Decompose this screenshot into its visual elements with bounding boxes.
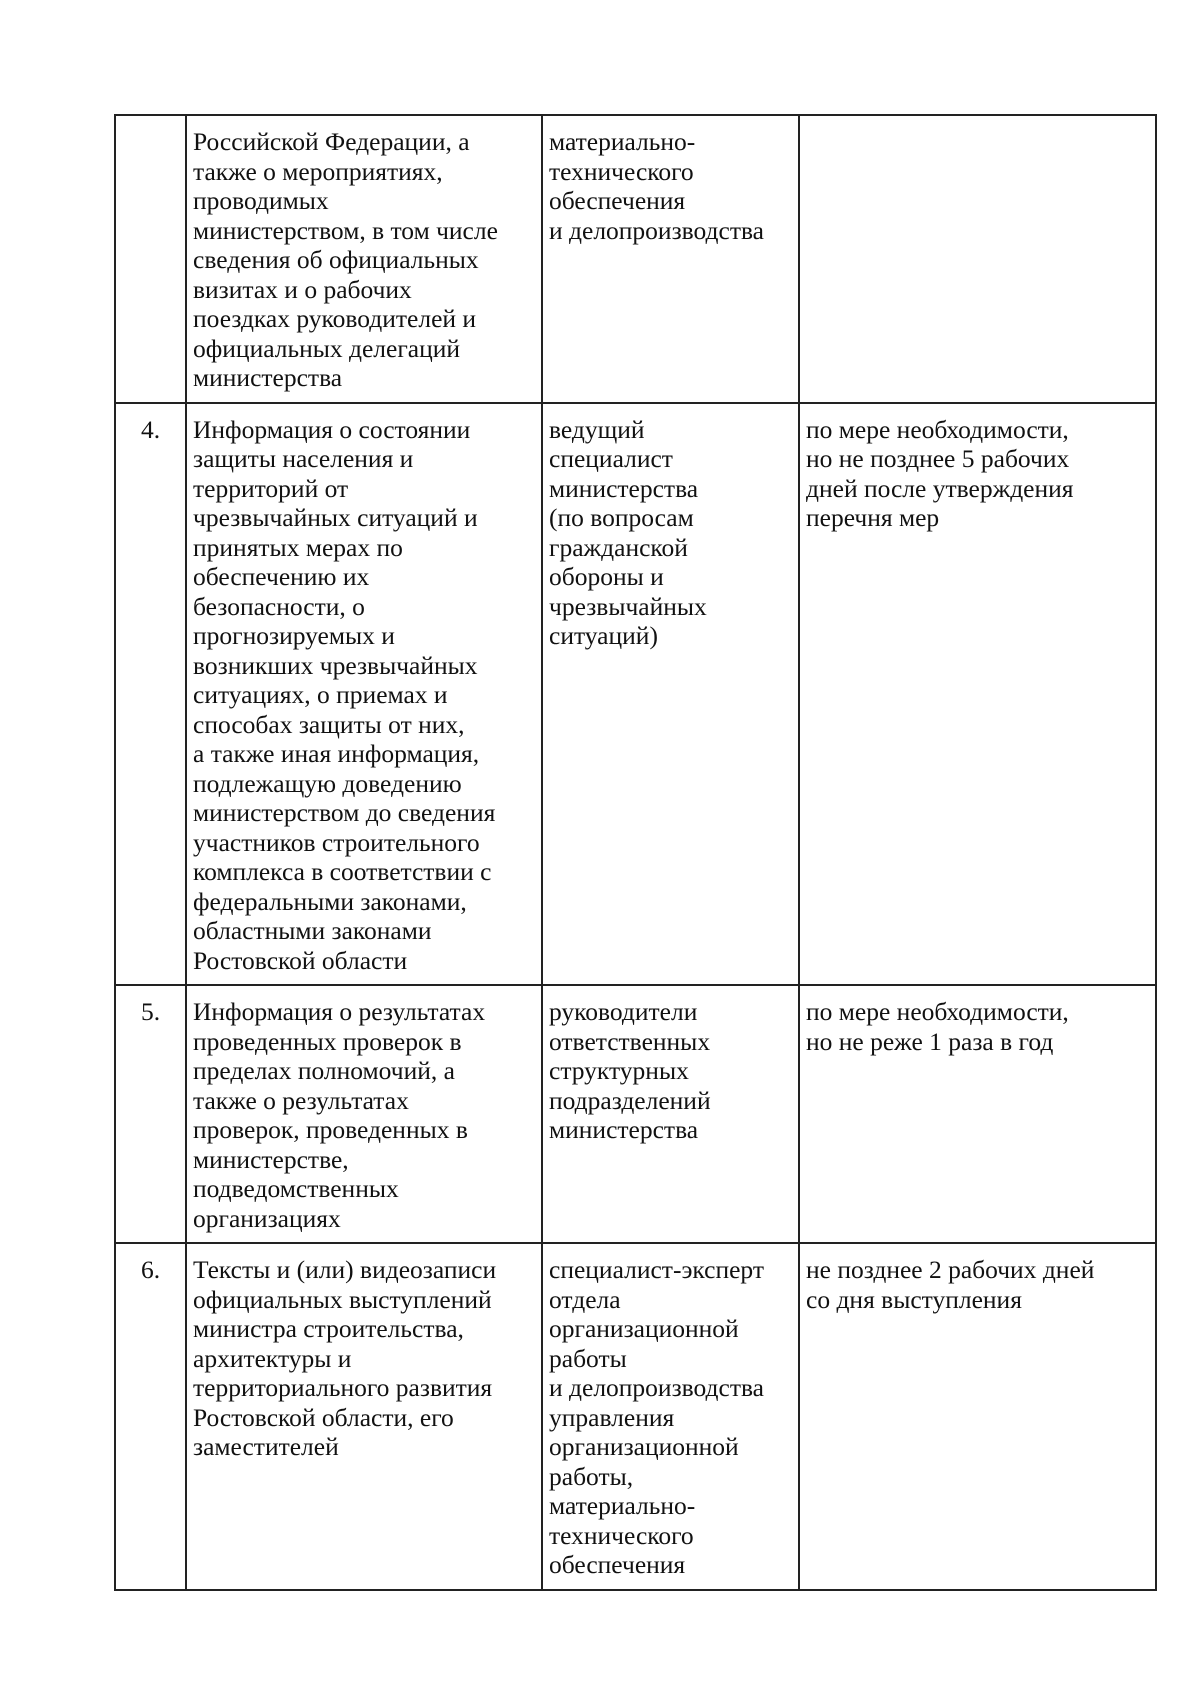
responsible-cell: специалист-эксперт отдела организационной работы и делопроизводства управления организационной работы, материально- технического обеспечения <box>542 1243 799 1590</box>
table-row <box>115 115 1156 403</box>
responsible-cell: руководители ответственных структурных подразделений министерства <box>542 985 799 1243</box>
row-number-cell <box>115 115 186 403</box>
table-row <box>115 1243 1156 1590</box>
term-cell <box>799 115 1156 403</box>
information-cell: Российской Федерации, а также о мероприятиях, проводимых министерством, в том числе сведения об официальных визитах и о рабочих поездках руководителей и официальных делегаций министерства <box>186 115 542 403</box>
row-number-cell: 5. <box>115 985 186 1243</box>
row-number-cell: 4. <box>115 403 186 986</box>
row-number-cell: 6. <box>115 1243 186 1590</box>
information-cell: Тексты и (или) видеозаписи официальных выступлений министра строительства, архитектуры и территориального развития Ростовской области, его заместителей <box>186 1243 542 1590</box>
information-cell: Информация о результатах проведенных проверок в пределах полномочий, а также о результатах проверок, проведенных в министерстве, подведомственных организациях <box>186 985 542 1243</box>
responsible-cell: ведущий специалист министерства (по вопросам гражданской обороны и чрезвычайных ситуаций) <box>542 403 799 986</box>
information-table <box>114 114 1157 1591</box>
responsible-cell: материально- технического обеспечения и делопроизводства <box>542 115 799 403</box>
table-row <box>115 985 1156 1243</box>
term-cell: по мере необходимости, но не позднее 5 рабочих дней после утверждения перечня мер <box>799 403 1156 986</box>
table-row <box>115 403 1156 986</box>
information-cell: Информация о состоянии защиты населения и территорий от чрезвычайных ситуаций и принятых мерах по обеспечению их безопасности, о прогнозируемых и возникших чрезвычайных ситуациях, о приемах и способах защиты от них, а также иная информация, подлежащую доведению министерством до сведения участников строительного комплекса в соответствии с федеральными законами, областными законами Ростовской области <box>186 403 542 986</box>
term-cell: не позднее 2 рабочих дней со дня выступления <box>799 1243 1156 1590</box>
term-cell: по мере необходимости, но не реже 1 раза в год <box>799 985 1156 1243</box>
